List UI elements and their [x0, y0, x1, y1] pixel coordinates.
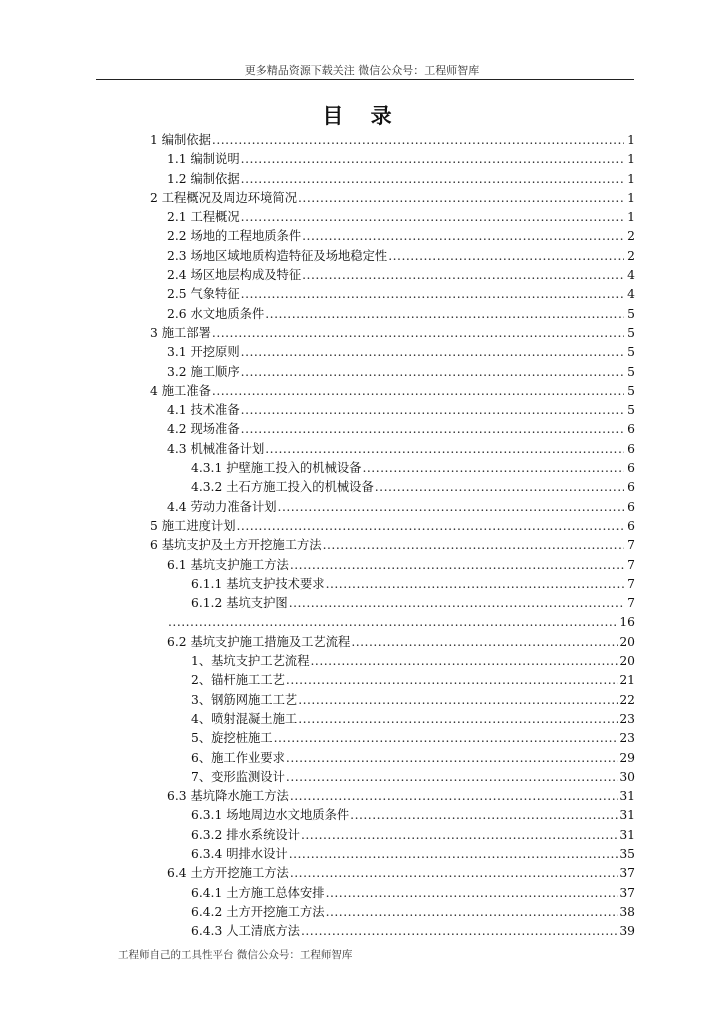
toc-leader-dots: [265, 440, 624, 459]
toc-leader-dots: [326, 575, 624, 594]
toc-entry-label: 6.3.1 场地周边水文地质条件: [191, 808, 350, 823]
toc-entry-label: 4.2 现场准备: [167, 422, 240, 437]
toc-entry-page-number: 4: [627, 287, 635, 302]
toc-entry-label: 1.2 编制依据: [167, 171, 240, 186]
toc-entry[interactable]: [150, 189, 635, 208]
toc-entry-page-number: 5: [627, 306, 635, 321]
toc-entry[interactable]: [150, 363, 635, 382]
toc-leader-dots: [302, 227, 624, 246]
toc-entry-page-number: 5: [627, 364, 635, 379]
toc-entry-label: 6.3.2 排水系统设计: [191, 827, 300, 842]
toc-entry[interactable]: [150, 845, 635, 864]
toc-entry-page-number: 6: [627, 499, 635, 514]
toc-leader-dots: [274, 729, 619, 748]
toc-entry-page-number: 5: [627, 403, 635, 418]
toc-entry-label: 2 工程概况及周边环境简况: [150, 190, 297, 205]
toc-entry-label: 3、钢筋网施工工艺: [191, 692, 298, 707]
toc-entry-page-number: 7: [627, 557, 635, 572]
toc-leader-dots: [286, 671, 618, 690]
toc-entry-label: 6.4 土方开挖施工方法: [167, 866, 289, 881]
toc-entry-page-number: 20: [619, 634, 635, 649]
toc-entry[interactable]: [150, 131, 635, 150]
toc-entry-label: 7、变形监测设计: [191, 769, 285, 784]
toc-entry[interactable]: [150, 266, 635, 285]
toc-entry[interactable]: [150, 613, 635, 632]
toc-entry[interactable]: [150, 401, 635, 420]
toc-entry-label: 1.1 编制说明: [167, 152, 240, 167]
toc-entry[interactable]: [150, 208, 635, 227]
toc-entry-label: 4.4 劳动力准备计划: [167, 499, 277, 514]
toc-entry-label: 2、锚杆施工工艺: [191, 673, 285, 688]
toc-entry[interactable]: [150, 826, 635, 845]
toc-entry-label: 4.3.2 土石方施工投入的机械设备: [191, 480, 374, 495]
toc-entry-label: 4、喷射混凝土施工: [191, 711, 298, 726]
toc-entry[interactable]: [150, 633, 635, 652]
toc-entry-label: 6.1 基坑支护施工方法: [167, 557, 289, 572]
toc-entry-page-number: 30: [619, 769, 635, 784]
toc-entry-label: 2.5 气象特征: [167, 287, 240, 302]
toc-entry-label: 6.4.2 土方开挖施工方法: [191, 904, 325, 919]
toc-entry[interactable]: [150, 691, 635, 710]
toc-entry[interactable]: [150, 710, 635, 729]
page-header: 更多精品资源下载关注 微信公众号：工程师智库: [244, 64, 480, 77]
toc-entry[interactable]: [150, 498, 635, 517]
toc-entry-label: 5、旋挖桩施工: [191, 731, 273, 746]
toc-entry-page-number: 1: [627, 190, 635, 205]
toc-entry-label: 3.2 施工顺序: [167, 364, 240, 379]
toc-entry[interactable]: [150, 729, 635, 748]
toc-leader-dots: [265, 305, 624, 324]
toc-leader-dots: [212, 382, 624, 401]
toc-entry-label: 6.3.4 明排水设计: [191, 846, 288, 861]
toc-entry-page-number: 31: [619, 808, 635, 823]
toc-entry[interactable]: [150, 884, 635, 903]
toc-entry-page-number: 6: [627, 441, 635, 456]
toc-entry[interactable]: [150, 150, 635, 169]
toc-entry[interactable]: [150, 806, 635, 825]
toc-leader-dots: [298, 189, 624, 208]
toc-entry[interactable]: [150, 768, 635, 787]
toc-entry-page-number: 1: [627, 133, 635, 147]
toc-leader-dots: [326, 884, 619, 903]
toc-leader-dots: [286, 768, 618, 787]
toc-entry-label: 6.2 基坑支护施工措施及工艺流程: [167, 634, 351, 649]
toc-leader-dots: [212, 131, 624, 150]
toc-leader-dots: [241, 363, 624, 382]
toc-entry-label: 6.4.3 人工清底方法: [191, 924, 300, 939]
toc-entry[interactable]: [150, 305, 635, 324]
toc-entry-page-number: 31: [619, 827, 635, 842]
toc-entry-page-number: 7: [627, 538, 635, 553]
toc-leader-dots: [241, 343, 624, 362]
toc-leader-dots: [237, 517, 624, 536]
toc-entry-page-number: 5: [627, 345, 635, 360]
toc-entry-label: 6.4.1 土方施工总体安排: [191, 885, 325, 900]
toc-entry[interactable]: [150, 556, 635, 575]
toc-entry-label: 5 施工进度计划: [150, 518, 236, 533]
toc-entry[interactable]: [150, 749, 635, 768]
toc-entry-label: 6 基坑支护及土方开挖施工方法: [150, 538, 322, 553]
toc-entry-label: 2.6 水文地质条件: [167, 306, 265, 321]
toc-leader-dots: [289, 845, 619, 864]
toc-entry-page-number: 7: [627, 596, 635, 611]
toc-entry[interactable]: [150, 285, 635, 304]
toc-leader-dots: [168, 613, 618, 632]
toc-leader-dots: [241, 150, 624, 169]
toc-entry-page-number: 6: [627, 422, 635, 437]
toc-entry-page-number: 37: [619, 885, 635, 900]
toc-leader-dots: [298, 691, 618, 710]
toc-entry-label: 4.1 技术准备: [167, 403, 240, 418]
toc-entry-page-number: 5: [627, 325, 635, 340]
toc-entry[interactable]: [150, 247, 635, 266]
page-title: 目 录: [322, 104, 402, 128]
table-of-contents: [150, 131, 635, 941]
toc-leader-dots: [289, 594, 624, 613]
toc-entry[interactable]: [150, 420, 635, 439]
toc-entry-label: 6.1.1 基坑支护技术要求: [191, 576, 325, 591]
toc-entry[interactable]: [150, 382, 635, 401]
toc-leader-dots: [241, 285, 624, 304]
toc-leader-dots: [286, 749, 618, 768]
toc-leader-dots: [302, 266, 624, 285]
toc-entry-page-number: 20: [619, 654, 635, 669]
toc-leader-dots: [301, 922, 618, 941]
toc-leader-dots: [351, 633, 618, 652]
toc-leader-dots: [290, 787, 619, 806]
toc-leader-dots: [362, 459, 624, 478]
toc-leader-dots: [241, 401, 624, 420]
toc-entry-label: 6.3 基坑降水施工方法: [167, 789, 289, 804]
toc-leader-dots: [323, 536, 624, 555]
toc-leader-dots: [241, 420, 624, 439]
toc-entry-label: 4.3.1 护壁施工投入的机械设备: [191, 461, 362, 476]
toc-entry-label: 4 施工准备: [150, 383, 211, 398]
toc-entry[interactable]: [150, 864, 635, 883]
toc-entry[interactable]: [150, 227, 635, 246]
toc-entry-page-number: 7: [627, 576, 635, 591]
toc-leader-dots: [290, 864, 619, 883]
toc-leader-dots: [298, 710, 618, 729]
toc-entry[interactable]: [150, 478, 635, 497]
toc-entry-label: 2.1 工程概况: [167, 210, 240, 225]
toc-entry-page-number: 21: [619, 673, 635, 688]
toc-entry-page-number: 23: [619, 711, 635, 726]
toc-entry-page-number: 1: [627, 152, 635, 167]
toc-entry-page-number: 31: [619, 789, 635, 804]
toc-entry[interactable]: [150, 536, 635, 555]
toc-leader-dots: [301, 826, 618, 845]
toc-leader-dots: [350, 806, 618, 825]
toc-entry-page-number: 39: [619, 924, 635, 939]
toc-entry-label: 2.4 场区地层构成及特征: [167, 268, 302, 283]
page-footer: 工程师自己的工具性平台 微信公众号：工程师智库: [118, 949, 353, 961]
toc-entry-page-number: 16: [619, 615, 635, 630]
toc-entry-page-number: 35: [619, 846, 635, 861]
header-divider: [96, 79, 634, 80]
toc-entry-label: 6、施工作业要求: [191, 750, 285, 765]
toc-entry-label: 6.1.2 基坑支护图: [191, 596, 288, 611]
toc-leader-dots: [278, 498, 624, 517]
toc-entry[interactable]: [150, 343, 635, 362]
toc-entry[interactable]: [150, 787, 635, 806]
toc-entry-page-number: 6: [627, 461, 635, 476]
toc-entry-page-number: 5: [627, 383, 635, 398]
toc-entry-label: 4.3 机械准备计划: [167, 441, 265, 456]
toc-leader-dots: [241, 208, 624, 227]
toc-entry[interactable]: [150, 170, 635, 189]
toc-entry-page-number: 37: [619, 866, 635, 881]
toc-entry-label: 2.2 场地的工程地质条件: [167, 229, 302, 244]
toc-entry[interactable]: [150, 575, 635, 594]
toc-entry-page-number: 6: [627, 480, 635, 495]
toc-entry-page-number: 4: [627, 268, 635, 283]
toc-leader-dots: [375, 478, 624, 497]
toc-entry-page-number: 29: [619, 750, 635, 765]
toc-leader-dots: [311, 652, 619, 671]
toc-leader-dots: [241, 170, 624, 189]
toc-entry[interactable]: [150, 922, 635, 941]
toc-entry[interactable]: [150, 517, 635, 536]
toc-entry-label: 3 施工部署: [150, 325, 211, 340]
toc-leader-dots: [388, 247, 624, 266]
toc-leader-dots: [326, 903, 619, 922]
toc-leader-dots: [212, 324, 624, 343]
toc-entry[interactable]: [150, 440, 635, 459]
toc-entry-page-number: 2: [627, 248, 635, 263]
toc-entry-page-number: 23: [619, 731, 635, 746]
toc-entry[interactable]: [150, 594, 635, 613]
toc-entry[interactable]: [150, 459, 635, 478]
toc-entry-page-number: 1: [627, 210, 635, 225]
toc-entry[interactable]: [150, 671, 635, 690]
toc-entry[interactable]: [150, 652, 635, 671]
toc-entry-page-number: 22: [619, 692, 635, 707]
toc-entry-page-number: 1: [627, 171, 635, 186]
toc-entry[interactable]: [150, 324, 635, 343]
toc-entry-label: 1 编制依据: [150, 133, 211, 147]
toc-entry[interactable]: [150, 903, 635, 922]
toc-entry-page-number: 38: [619, 904, 635, 919]
toc-leader-dots: [290, 556, 624, 575]
toc-entry-page-number: 2: [627, 229, 635, 244]
toc-entry-page-number: 6: [627, 518, 635, 533]
toc-entry-label: 1、基坑支护工艺流程: [191, 654, 310, 669]
toc-entry-label: 3.1 开挖原则: [167, 345, 240, 360]
toc-entry-label: 2.3 场地区域地质构造特征及场地稳定性: [167, 248, 388, 263]
